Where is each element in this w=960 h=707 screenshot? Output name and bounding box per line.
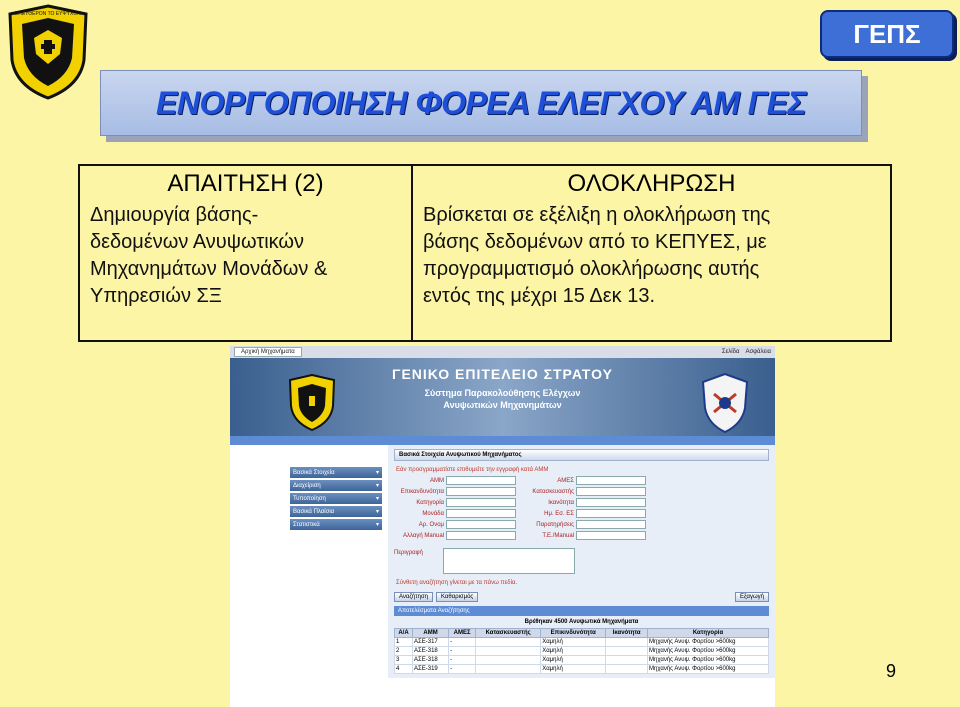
form-note: Εάν προσγραμματίστε επιθυμείτε την εγγραφή κατά ΑΜΜ [396, 467, 549, 473]
manufacturer-select[interactable] [576, 487, 646, 496]
sidebar-item-management[interactable] [290, 480, 382, 491]
banner-title: ΓΕΝΙΚΟ ΕΠΙΤΕΛΕΙΟ ΣΤΡΑΤΟΥ [392, 366, 613, 382]
column-header[interactable]: ΑΜΜ [413, 629, 449, 638]
sidebar-item-basic[interactable] [290, 467, 382, 478]
manual-input[interactable] [576, 531, 646, 540]
field-label: Ημ. Εσ. ΕΣ [544, 510, 574, 517]
toolbar-security[interactable]: Ασφάλεια [745, 349, 771, 355]
completion-line: Βρίσκεται σε εξέλιξη η ολοκλήρωση της [423, 204, 771, 226]
completion-line: προγραμματισμό ολοκλήρωσης αυτής [423, 258, 760, 280]
form-row [394, 487, 769, 496]
table-cell [476, 647, 541, 656]
gep-badge: ΓΕΠΣ [820, 10, 954, 58]
table-cell [476, 638, 541, 647]
table-cell: Χαμηλή [541, 647, 606, 656]
chevron-down-icon: ▾ [375, 496, 379, 502]
table-cell: - [449, 638, 476, 647]
form-header: Βασικά Στοιχεία Ανυψωτικού Μηχανήματος [394, 449, 769, 461]
requirement-line: Μηχανημάτων Μονάδων & [90, 258, 328, 280]
table-cell: Μηχανής Ανυψ. Φορτίου >600kg [648, 638, 769, 647]
table-cell: 4 [395, 665, 413, 674]
slide-title: ΕΝΟΡΓΟΠΟΙΗΣΗ ΦΟΡΕΑ ΕΛΕΓΧΟΥ ΑΜ ΓΕΣ [156, 84, 806, 121]
serial-input[interactable] [446, 520, 516, 529]
table-cell [606, 656, 648, 665]
browser-tabbar [230, 346, 775, 358]
table-cell: Χαμηλή [541, 638, 606, 647]
chevron-down-icon: ▾ [375, 509, 379, 515]
completion-text [423, 202, 880, 310]
field-label: Κατηγορία [416, 499, 444, 506]
chevron-down-icon: ▾ [375, 522, 379, 528]
column-header[interactable]: ΑΜΕΣ [449, 629, 476, 638]
results-table [394, 628, 769, 674]
directorate-shield-icon [700, 372, 750, 434]
field-label: ΑΜΜ [430, 477, 444, 484]
completion-line: εντός της μέχρι 15 Δεκ 13. [423, 285, 656, 307]
manual-change-select[interactable] [446, 531, 516, 540]
sidebar-item-label: Τυποποίηση [293, 495, 326, 502]
field-label: Αλλαγή Manual [402, 532, 444, 539]
app-sidebar [230, 445, 388, 678]
form-row [394, 498, 769, 507]
ames-input[interactable] [576, 476, 646, 485]
table-cell[interactable]: ΑΣΕ-318 [413, 647, 449, 656]
banner-strip [230, 436, 775, 445]
table-cell: - [449, 665, 476, 674]
sidebar-item-statistics[interactable] [290, 519, 382, 530]
field-label: Επικανδυνότητα [400, 488, 444, 495]
button-row [394, 592, 769, 602]
field-label: Ικανότητα [548, 499, 574, 506]
sidebar-item-label: Βασικά Πλαίσια [293, 508, 335, 515]
date-input[interactable] [576, 509, 646, 518]
sidebar-item-label: Βασικά Στοιχεία [293, 469, 335, 476]
field-label: Κατασκευαστής [532, 488, 574, 495]
column-header[interactable]: Ικανότητα [606, 629, 648, 638]
army-emblem-logo [6, 4, 90, 100]
sidebar-item-label: Διαχείριση [293, 482, 321, 489]
table-cell: Χαμηλή [541, 656, 606, 665]
requirement-line: δεδομένων Ανυψωτικών [90, 231, 305, 253]
table-row[interactable] [395, 647, 769, 656]
field-label: Τ.Ε./Manual [542, 532, 574, 539]
sidebar-item-standardization[interactable] [290, 493, 382, 504]
field-label: Μονάδα [422, 510, 444, 517]
requirement-column [80, 166, 413, 340]
form-row [394, 476, 769, 485]
table-cell[interactable]: ΑΣΕ-317 [413, 638, 449, 647]
table-cell[interactable]: ΑΣΕ-318 [413, 656, 449, 665]
hazard-select[interactable] [446, 487, 516, 496]
completion-heading: ΟΛΟΚΛΗΡΩΣΗ [567, 170, 736, 197]
results-count: Βρέθηκαν 4500 Ανυψωτικά Μηχανήματα [524, 619, 639, 625]
table-cell: Μηχανής Ανυψ. Φορτίου >600kg [648, 656, 769, 665]
category-select[interactable] [446, 498, 516, 507]
column-header[interactable]: Επικινδυνότητα [541, 629, 606, 638]
table-cell: Χαμηλή [541, 665, 606, 674]
table-row[interactable] [395, 656, 769, 665]
chevron-down-icon: ▾ [375, 470, 379, 476]
search-button[interactable]: Αναζήτηση [394, 592, 433, 602]
requirement-heading: ΑΠΑΙΤΗΣΗ (2) [167, 170, 324, 197]
form-row [394, 531, 769, 540]
field-label: ΑΜΕΣ [557, 477, 574, 484]
remarks-input[interactable] [576, 520, 646, 529]
column-header[interactable]: Κατασκευαστής [476, 629, 541, 638]
page-number: 9 [886, 661, 897, 681]
table-cell: Μηχανής Ανυψ. Φορτίου >600kg [648, 647, 769, 656]
browser-tools [722, 349, 771, 355]
description-textarea[interactable] [443, 548, 575, 574]
requirement-text [90, 202, 401, 310]
table-cell: - [449, 647, 476, 656]
form-row [394, 520, 769, 529]
app-banner [230, 358, 775, 436]
column-header[interactable]: Κατηγορία [648, 629, 769, 638]
description-label: Περιγραφή [394, 550, 423, 556]
table-header-row [395, 629, 769, 638]
column-header[interactable]: Α/Α [395, 629, 413, 638]
table-cell [476, 665, 541, 674]
table-cell [606, 638, 648, 647]
logo-motto: ΕΛΕΥΘΕΡΟΝ ΤΟ ΕΥΨΥΧΟΝ [15, 11, 81, 17]
completion-line: βάσης δεδομένων από το ΚΕΠΥΕΣ, με [423, 231, 767, 253]
table-cell [476, 656, 541, 665]
field-label: Παρατηρήσεις [536, 521, 574, 528]
browser-tab[interactable]: Αρχική Μηχανήματα [234, 347, 302, 357]
sidebar-item-frameworks[interactable] [290, 506, 382, 517]
completion-column [413, 166, 890, 340]
clear-button[interactable]: Καθαρισμός [436, 592, 478, 602]
export-button[interactable]: Εξαγωγή [735, 592, 769, 602]
title-banner [100, 70, 862, 136]
capacity-select[interactable] [576, 498, 646, 507]
banner-subtitle-2: Ανυψωτικών Μηχανημάτων [443, 400, 562, 410]
app-main [388, 445, 775, 678]
table-cell: 3 [395, 656, 413, 665]
table-cell: - [449, 656, 476, 665]
chevron-down-icon: ▾ [375, 483, 379, 489]
requirement-line: Υπηρεσιών ΣΞ [90, 285, 222, 307]
table-row[interactable] [395, 665, 769, 674]
toolbar-page[interactable]: Σελίδα [721, 349, 740, 355]
table-cell: 2 [395, 647, 413, 656]
results-header[interactable]: Αποτελέσματα Αναζήτησης [394, 606, 769, 616]
table-cell: Μηχανής Ανυψ. Φορτίου >600kg [648, 665, 769, 674]
sidebar-item-label: Στατιστικά [293, 521, 320, 528]
table-cell [606, 665, 648, 674]
table-cell[interactable]: ΑΣΕ-319 [413, 665, 449, 674]
table-cell [606, 647, 648, 656]
banner-subtitle: Σύστημα Παρακολούθησης Ελέγχων [424, 388, 581, 398]
form-row [394, 509, 769, 518]
app-screenshot [230, 346, 775, 707]
requirement-table [78, 164, 892, 342]
search-note: Σύνθετη αναζήτηση γίνεται με τα πάνω πεδία. [396, 580, 518, 586]
requirement-line: Δημιουργία βάσης- [90, 204, 259, 226]
table-cell: 1 [395, 638, 413, 647]
app-layout [230, 445, 775, 678]
amm-input[interactable] [446, 476, 516, 485]
field-label: Αρ. Ονομ [418, 521, 444, 528]
unit-select[interactable] [446, 509, 516, 518]
table-row[interactable] [395, 638, 769, 647]
